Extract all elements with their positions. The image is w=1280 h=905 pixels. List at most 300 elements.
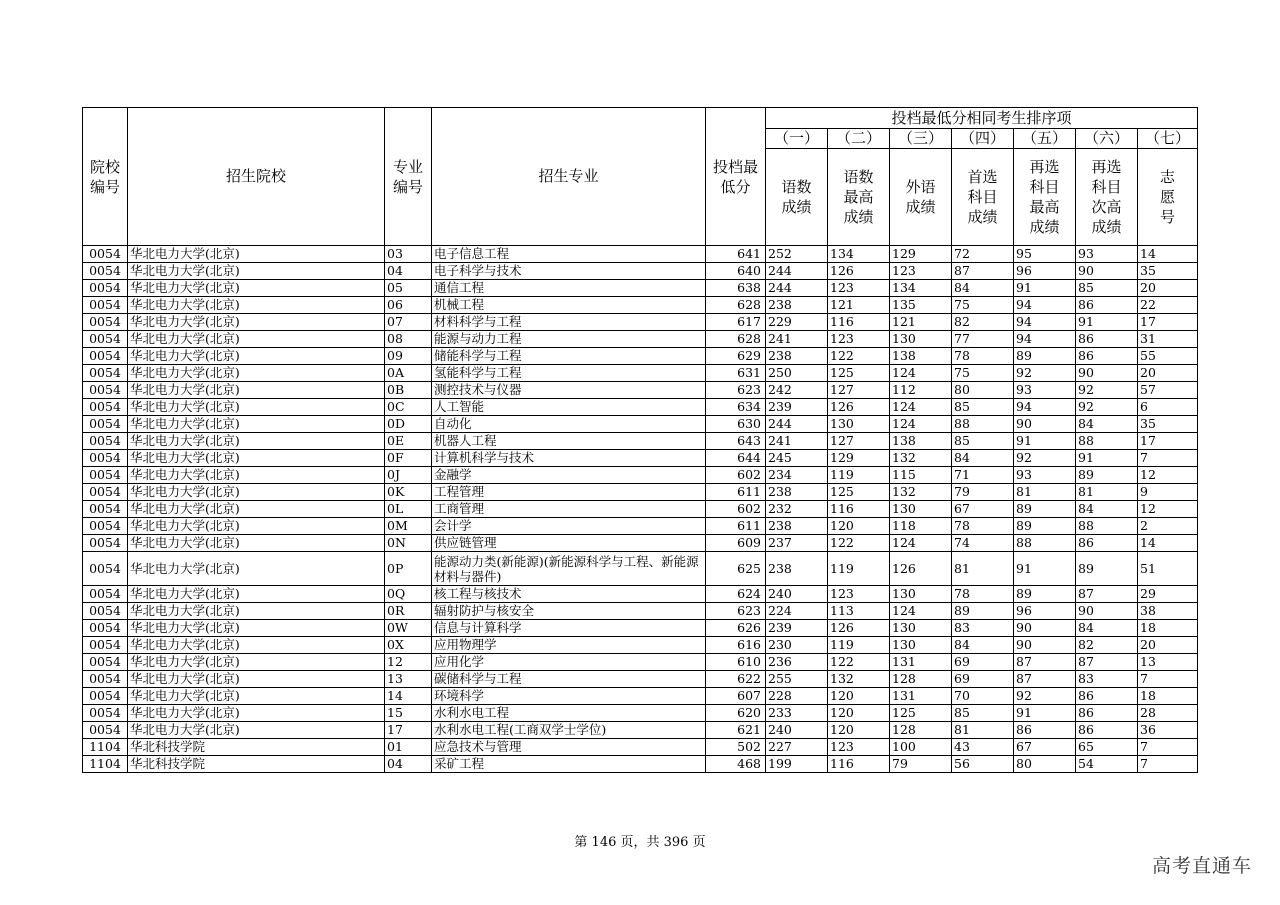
table-row <box>83 654 1198 671</box>
cell-chinese-math: 234 <box>766 467 828 484</box>
cell-major-code: 0F <box>385 450 432 467</box>
cell-second-subject-max: 87 <box>1014 671 1076 688</box>
cell-min-score: 623 <box>706 603 766 620</box>
cell-second-subject-next: 86 <box>1076 331 1138 348</box>
cell-foreign-lang: 112 <box>890 382 952 399</box>
cell-chinese-math: 238 <box>766 552 828 586</box>
cell-foreign-lang: 128 <box>890 722 952 739</box>
cell-second-subject-next: 86 <box>1076 705 1138 722</box>
cell-major-code: 0D <box>385 416 432 433</box>
table-row <box>83 637 1198 654</box>
cell-second-subject-next: 93 <box>1076 246 1138 263</box>
table-row <box>83 552 1198 586</box>
cell-school-name: 华北电力大学(北京) <box>128 603 385 620</box>
cell-foreign-lang: 130 <box>890 501 952 518</box>
cell-major-name: 能源动力类(新能源)(新能源科学与工程、新能源材料与器件) <box>432 552 706 586</box>
cell-school-code: 0054 <box>83 654 128 671</box>
cell-major-code: 04 <box>385 756 432 773</box>
cell-choice-number: 35 <box>1138 263 1198 280</box>
cell-major-code: 0M <box>385 518 432 535</box>
cell-chinese-math: 227 <box>766 739 828 756</box>
cell-school-name: 华北电力大学(北京) <box>128 416 385 433</box>
table-row <box>83 314 1198 331</box>
cell-foreign-lang: 129 <box>890 246 952 263</box>
cell-major-code: 09 <box>385 348 432 365</box>
header-sub-num: （三） <box>890 129 952 149</box>
cell-school-name: 华北电力大学(北京) <box>128 586 385 603</box>
cell-choice-number: 20 <box>1138 365 1198 382</box>
header-school-name: 招生院校 <box>128 108 385 246</box>
cell-school-code: 0054 <box>83 552 128 586</box>
cell-school-code: 0054 <box>83 433 128 450</box>
table-row <box>83 297 1198 314</box>
table-row <box>83 433 1198 450</box>
cell-school-code: 0054 <box>83 688 128 705</box>
table-row <box>83 739 1198 756</box>
cell-foreign-lang: 79 <box>890 756 952 773</box>
cell-second-subject-max: 91 <box>1014 433 1076 450</box>
cell-foreign-lang: 124 <box>890 365 952 382</box>
cell-school-code: 0054 <box>83 280 128 297</box>
cell-min-score: 628 <box>706 331 766 348</box>
cell-school-code: 0054 <box>83 620 128 637</box>
table-row <box>83 535 1198 552</box>
cell-major-code: 0J <box>385 467 432 484</box>
table-row <box>83 348 1198 365</box>
cell-choice-number: 2 <box>1138 518 1198 535</box>
cell-second-subject-max: 90 <box>1014 416 1076 433</box>
cell-foreign-lang: 138 <box>890 433 952 450</box>
cell-min-score: 621 <box>706 722 766 739</box>
cell-choice-number: 7 <box>1138 671 1198 688</box>
cell-chinese-math-max: 126 <box>828 620 890 637</box>
table-body <box>83 246 1198 773</box>
cell-min-score: 620 <box>706 705 766 722</box>
cell-chinese-math-max: 132 <box>828 671 890 688</box>
cell-second-subject-max: 86 <box>1014 722 1076 739</box>
admission-table <box>82 107 1198 773</box>
cell-second-subject-max: 89 <box>1014 501 1076 518</box>
cell-second-subject-next: 90 <box>1076 603 1138 620</box>
cell-chinese-math-max: 129 <box>828 450 890 467</box>
cell-min-score: 640 <box>706 263 766 280</box>
cell-school-name: 华北电力大学(北京) <box>128 365 385 382</box>
cell-major-code: 05 <box>385 280 432 297</box>
cell-major-code: 0E <box>385 433 432 450</box>
cell-choice-number: 22 <box>1138 297 1198 314</box>
header-sub-num: （一） <box>766 129 828 149</box>
cell-major-name: 信息与计算科学 <box>432 620 706 637</box>
header-sub-num: （六） <box>1076 129 1138 149</box>
cell-first-subject: 81 <box>952 722 1014 739</box>
cell-chinese-math: 228 <box>766 688 828 705</box>
cell-min-score: 502 <box>706 739 766 756</box>
cell-major-code: 13 <box>385 671 432 688</box>
cell-first-subject: 69 <box>952 671 1014 688</box>
cell-major-name: 核工程与核技术 <box>432 586 706 603</box>
cell-choice-number: 20 <box>1138 280 1198 297</box>
cell-choice-number: 31 <box>1138 331 1198 348</box>
cell-min-score: 623 <box>706 382 766 399</box>
cell-first-subject: 67 <box>952 501 1014 518</box>
cell-second-subject-next: 91 <box>1076 450 1138 467</box>
cell-major-code: 15 <box>385 705 432 722</box>
cell-first-subject: 85 <box>952 433 1014 450</box>
cell-min-score: 622 <box>706 671 766 688</box>
cell-major-name: 会计学 <box>432 518 706 535</box>
cell-major-code: 0P <box>385 552 432 586</box>
cell-min-score: 631 <box>706 365 766 382</box>
cell-second-subject-next: 86 <box>1076 535 1138 552</box>
cell-major-name: 机械工程 <box>432 297 706 314</box>
cell-second-subject-next: 91 <box>1076 314 1138 331</box>
cell-choice-number: 20 <box>1138 637 1198 654</box>
cell-major-code: 08 <box>385 331 432 348</box>
cell-choice-number: 29 <box>1138 586 1198 603</box>
cell-chinese-math: 238 <box>766 484 828 501</box>
cell-second-subject-next: 90 <box>1076 263 1138 280</box>
cell-major-name: 电子信息工程 <box>432 246 706 263</box>
table-row <box>83 756 1198 773</box>
cell-chinese-math: 199 <box>766 756 828 773</box>
header-major-code: 专业编号 <box>385 108 432 246</box>
cell-choice-number: 7 <box>1138 739 1198 756</box>
cell-chinese-math-max: 116 <box>828 756 890 773</box>
cell-major-code: 0W <box>385 620 432 637</box>
cell-chinese-math-max: 120 <box>828 722 890 739</box>
cell-foreign-lang: 131 <box>890 688 952 705</box>
cell-choice-number: 18 <box>1138 620 1198 637</box>
cell-min-score: 641 <box>706 246 766 263</box>
cell-first-subject: 88 <box>952 416 1014 433</box>
cell-chinese-math: 238 <box>766 518 828 535</box>
header-sub-label: 外语成绩 <box>890 149 952 246</box>
cell-chinese-math: 252 <box>766 246 828 263</box>
cell-choice-number: 51 <box>1138 552 1198 586</box>
cell-min-score: 611 <box>706 518 766 535</box>
cell-first-subject: 87 <box>952 263 1014 280</box>
cell-major-code: 17 <box>385 722 432 739</box>
table-row <box>83 484 1198 501</box>
cell-school-name: 华北电力大学(北京) <box>128 331 385 348</box>
cell-major-code: 07 <box>385 314 432 331</box>
cell-second-subject-next: 82 <box>1076 637 1138 654</box>
header-sub-num: （二） <box>828 129 890 149</box>
cell-min-score: 643 <box>706 433 766 450</box>
cell-first-subject: 79 <box>952 484 1014 501</box>
cell-chinese-math-max: 126 <box>828 263 890 280</box>
cell-school-name: 华北电力大学(北京) <box>128 688 385 705</box>
cell-school-name: 华北电力大学(北京) <box>128 654 385 671</box>
cell-second-subject-next: 65 <box>1076 739 1138 756</box>
cell-second-subject-max: 89 <box>1014 586 1076 603</box>
cell-choice-number: 17 <box>1138 314 1198 331</box>
cell-major-name: 辐射防护与核安全 <box>432 603 706 620</box>
cell-school-name: 华北电力大学(北京) <box>128 671 385 688</box>
cell-foreign-lang: 124 <box>890 603 952 620</box>
cell-second-subject-max: 92 <box>1014 688 1076 705</box>
table-row <box>83 620 1198 637</box>
cell-min-score: 624 <box>706 586 766 603</box>
cell-major-name: 工程管理 <box>432 484 706 501</box>
cell-major-name: 机器人工程 <box>432 433 706 450</box>
cell-foreign-lang: 138 <box>890 348 952 365</box>
table-row <box>83 280 1198 297</box>
cell-major-code: 0Q <box>385 586 432 603</box>
cell-school-code: 0054 <box>83 297 128 314</box>
cell-chinese-math: 240 <box>766 722 828 739</box>
cell-second-subject-next: 89 <box>1076 552 1138 586</box>
cell-first-subject: 74 <box>952 535 1014 552</box>
cell-first-subject: 78 <box>952 586 1014 603</box>
cell-foreign-lang: 124 <box>890 416 952 433</box>
cell-foreign-lang: 132 <box>890 450 952 467</box>
cell-major-name: 人工智能 <box>432 399 706 416</box>
cell-foreign-lang: 130 <box>890 637 952 654</box>
cell-second-subject-max: 92 <box>1014 365 1076 382</box>
cell-school-code: 1104 <box>83 756 128 773</box>
cell-first-subject: 80 <box>952 382 1014 399</box>
cell-choice-number: 57 <box>1138 382 1198 399</box>
cell-school-code: 0054 <box>83 722 128 739</box>
header-sub-label: 首选科目成绩 <box>952 149 1014 246</box>
cell-foreign-lang: 121 <box>890 314 952 331</box>
cell-chinese-math-max: 119 <box>828 552 890 586</box>
cell-second-subject-next: 86 <box>1076 348 1138 365</box>
cell-second-subject-max: 93 <box>1014 467 1076 484</box>
cell-min-score: 634 <box>706 399 766 416</box>
cell-min-score: 611 <box>706 484 766 501</box>
cell-chinese-math-max: 122 <box>828 654 890 671</box>
cell-school-name: 华北电力大学(北京) <box>128 348 385 365</box>
cell-foreign-lang: 100 <box>890 739 952 756</box>
cell-school-name: 华北电力大学(北京) <box>128 637 385 654</box>
cell-choice-number: 14 <box>1138 535 1198 552</box>
watermark: 高考直通车 <box>1151 855 1252 877</box>
cell-school-code: 0054 <box>83 603 128 620</box>
page-footer: 第 146 页，共 396 页 <box>574 835 706 850</box>
cell-chinese-math-max: 125 <box>828 365 890 382</box>
cell-chinese-math-max: 120 <box>828 705 890 722</box>
cell-school-name: 华北科技学院 <box>128 756 385 773</box>
cell-foreign-lang: 134 <box>890 280 952 297</box>
cell-first-subject: 84 <box>952 280 1014 297</box>
cell-first-subject: 83 <box>952 620 1014 637</box>
cell-choice-number: 28 <box>1138 705 1198 722</box>
cell-school-name: 华北电力大学(北京) <box>128 297 385 314</box>
cell-foreign-lang: 126 <box>890 552 952 586</box>
cell-chinese-math-max: 116 <box>828 501 890 518</box>
cell-foreign-lang: 115 <box>890 467 952 484</box>
cell-school-code: 0054 <box>83 518 128 535</box>
header-sub-label: 再选科目最高成绩 <box>1014 149 1076 246</box>
cell-chinese-math: 239 <box>766 399 828 416</box>
cell-major-code: 04 <box>385 263 432 280</box>
cell-major-code: 14 <box>385 688 432 705</box>
cell-major-name: 采矿工程 <box>432 756 706 773</box>
cell-chinese-math: 238 <box>766 297 828 314</box>
cell-min-score: 628 <box>706 297 766 314</box>
cell-major-name: 计算机科学与技术 <box>432 450 706 467</box>
cell-second-subject-max: 80 <box>1014 756 1076 773</box>
table-row <box>83 518 1198 535</box>
cell-second-subject-next: 86 <box>1076 688 1138 705</box>
cell-second-subject-next: 92 <box>1076 399 1138 416</box>
cell-chinese-math: 232 <box>766 501 828 518</box>
cell-choice-number: 12 <box>1138 467 1198 484</box>
header-sub-label: 再选科目次高成绩 <box>1076 149 1138 246</box>
cell-min-score: 609 <box>706 535 766 552</box>
cell-choice-number: 7 <box>1138 450 1198 467</box>
cell-school-name: 华北电力大学(北京) <box>128 722 385 739</box>
cell-school-name: 华北科技学院 <box>128 739 385 756</box>
cell-min-score: 468 <box>706 756 766 773</box>
cell-major-code: 0L <box>385 501 432 518</box>
cell-major-name: 应用化学 <box>432 654 706 671</box>
cell-first-subject: 78 <box>952 348 1014 365</box>
cell-second-subject-next: 84 <box>1076 620 1138 637</box>
cell-school-code: 0054 <box>83 705 128 722</box>
header-sub-label: 志愿号 <box>1138 149 1198 246</box>
cell-second-subject-max: 96 <box>1014 603 1076 620</box>
cell-chinese-math: 233 <box>766 705 828 722</box>
cell-foreign-lang: 124 <box>890 535 952 552</box>
cell-second-subject-next: 85 <box>1076 280 1138 297</box>
cell-major-code: 0C <box>385 399 432 416</box>
cell-foreign-lang: 128 <box>890 671 952 688</box>
cell-school-code: 0054 <box>83 365 128 382</box>
cell-major-name: 水利水电工程(工商双学士学位) <box>432 722 706 739</box>
cell-school-code: 0054 <box>83 501 128 518</box>
cell-first-subject: 78 <box>952 518 1014 535</box>
cell-school-code: 0054 <box>83 467 128 484</box>
cell-first-subject: 85 <box>952 705 1014 722</box>
cell-second-subject-max: 94 <box>1014 399 1076 416</box>
cell-school-name: 华北电力大学(北京) <box>128 263 385 280</box>
cell-second-subject-max: 67 <box>1014 739 1076 756</box>
cell-school-code: 0054 <box>83 450 128 467</box>
cell-school-code: 0054 <box>83 671 128 688</box>
cell-school-name: 华北电力大学(北京) <box>128 535 385 552</box>
cell-chinese-math: 237 <box>766 535 828 552</box>
cell-school-code: 0054 <box>83 348 128 365</box>
cell-choice-number: 17 <box>1138 433 1198 450</box>
cell-second-subject-max: 91 <box>1014 280 1076 297</box>
table-row <box>83 501 1198 518</box>
cell-chinese-math: 244 <box>766 416 828 433</box>
cell-school-name: 华北电力大学(北京) <box>128 314 385 331</box>
cell-chinese-math: 241 <box>766 433 828 450</box>
table-row <box>83 399 1198 416</box>
cell-min-score: 602 <box>706 467 766 484</box>
cell-major-name: 测控技术与仪器 <box>432 382 706 399</box>
cell-foreign-lang: 125 <box>890 705 952 722</box>
table-row <box>83 467 1198 484</box>
cell-second-subject-max: 92 <box>1014 450 1076 467</box>
cell-foreign-lang: 132 <box>890 484 952 501</box>
cell-chinese-math-max: 130 <box>828 416 890 433</box>
cell-school-code: 0054 <box>83 586 128 603</box>
header-major-name: 招生专业 <box>432 108 706 246</box>
cell-second-subject-next: 84 <box>1076 416 1138 433</box>
cell-foreign-lang: 135 <box>890 297 952 314</box>
cell-chinese-math-max: 119 <box>828 467 890 484</box>
cell-first-subject: 43 <box>952 739 1014 756</box>
header-school-code: 院校编号 <box>83 108 128 246</box>
cell-school-code: 0054 <box>83 484 128 501</box>
cell-first-subject: 56 <box>952 756 1014 773</box>
header-sub-num: （四） <box>952 129 1014 149</box>
cell-second-subject-max: 90 <box>1014 620 1076 637</box>
cell-school-name: 华北电力大学(北京) <box>128 501 385 518</box>
table-row <box>83 416 1198 433</box>
cell-chinese-math-max: 123 <box>828 280 890 297</box>
cell-second-subject-next: 86 <box>1076 722 1138 739</box>
cell-school-code: 0054 <box>83 263 128 280</box>
cell-chinese-math-max: 120 <box>828 688 890 705</box>
cell-min-score: 629 <box>706 348 766 365</box>
cell-major-code: 0B <box>385 382 432 399</box>
header-min-score: 投档最低分 <box>706 108 766 246</box>
cell-second-subject-next: 92 <box>1076 382 1138 399</box>
cell-second-subject-max: 89 <box>1014 348 1076 365</box>
cell-chinese-math-max: 122 <box>828 348 890 365</box>
cell-major-name: 自动化 <box>432 416 706 433</box>
cell-min-score: 630 <box>706 416 766 433</box>
cell-first-subject: 84 <box>952 637 1014 654</box>
cell-major-name: 能源与动力工程 <box>432 331 706 348</box>
cell-major-name: 电子科学与技术 <box>432 263 706 280</box>
table-row <box>83 263 1198 280</box>
cell-min-score: 626 <box>706 620 766 637</box>
cell-foreign-lang: 130 <box>890 620 952 637</box>
cell-second-subject-max: 91 <box>1014 552 1076 586</box>
cell-choice-number: 36 <box>1138 722 1198 739</box>
cell-min-score: 610 <box>706 654 766 671</box>
cell-major-code: 03 <box>385 246 432 263</box>
cell-first-subject: 81 <box>952 552 1014 586</box>
cell-second-subject-next: 87 <box>1076 586 1138 603</box>
cell-school-name: 华北电力大学(北京) <box>128 382 385 399</box>
cell-major-name: 材料科学与工程 <box>432 314 706 331</box>
cell-school-code: 0054 <box>83 637 128 654</box>
cell-major-code: 0K <box>385 484 432 501</box>
cell-chinese-math-max: 120 <box>828 518 890 535</box>
cell-school-name: 华北电力大学(北京) <box>128 484 385 501</box>
cell-chinese-math: 239 <box>766 620 828 637</box>
cell-school-name: 华北电力大学(北京) <box>128 399 385 416</box>
cell-choice-number: 14 <box>1138 246 1198 263</box>
cell-school-name: 华北电力大学(北京) <box>128 620 385 637</box>
table-row <box>83 688 1198 705</box>
cell-chinese-math-max: 119 <box>828 637 890 654</box>
cell-second-subject-max: 91 <box>1014 705 1076 722</box>
cell-major-code: 0X <box>385 637 432 654</box>
cell-choice-number: 13 <box>1138 654 1198 671</box>
header-tiebreak-group: 投档最低分相同考生排序项 <box>766 108 1198 129</box>
table-row <box>83 705 1198 722</box>
cell-second-subject-next: 88 <box>1076 518 1138 535</box>
cell-first-subject: 85 <box>952 399 1014 416</box>
cell-first-subject: 75 <box>952 297 1014 314</box>
cell-second-subject-next: 54 <box>1076 756 1138 773</box>
cell-min-score: 644 <box>706 450 766 467</box>
cell-chinese-math: 229 <box>766 314 828 331</box>
cell-first-subject: 77 <box>952 331 1014 348</box>
header-sub-label: 语数成绩 <box>766 149 828 246</box>
cell-second-subject-max: 81 <box>1014 484 1076 501</box>
cell-school-code: 0054 <box>83 535 128 552</box>
